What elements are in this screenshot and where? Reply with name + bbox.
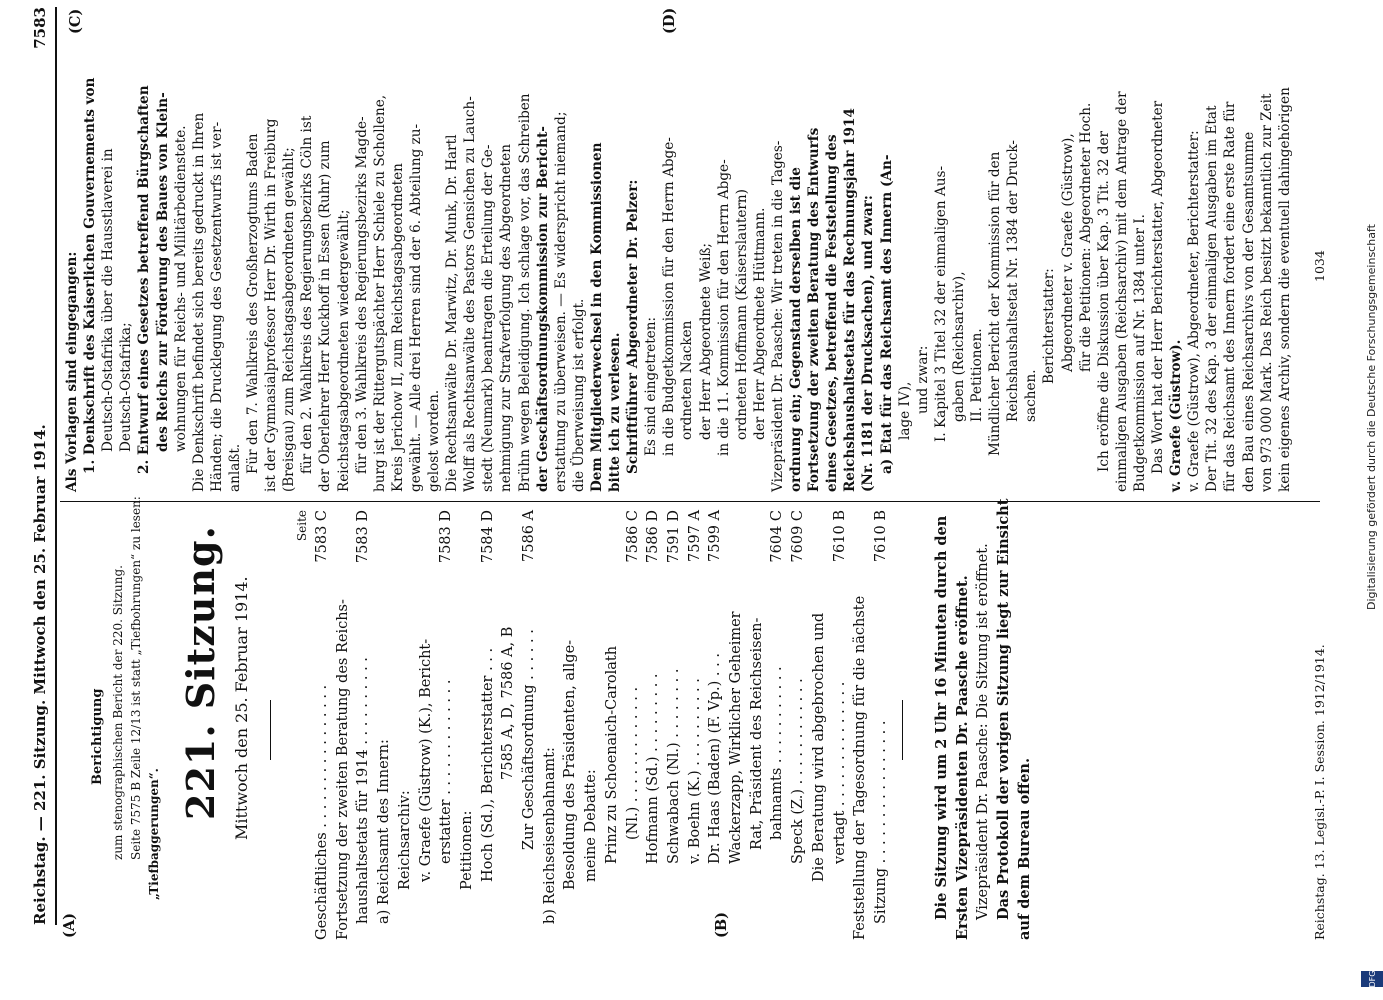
right-column [60, 34, 1360, 492]
toc-text: Hofmann (Sd.) . . . . . . . . . [645, 673, 662, 864]
toc-entry [602, 510, 622, 940]
toc-text: Petitionen: [458, 810, 475, 890]
margin-mark-c: (C) [67, 8, 84, 34]
body-line: von 973 000 Mark. Das Reich besitzt bekanntlich zur Zeit [1258, 93, 1275, 492]
toc-text: bahnamts . . . . . . . . . . . [769, 666, 786, 840]
footer-text: Reichstag. 13. Legisl.-P. I. Session. 1912/1914. [1312, 644, 1327, 940]
body-line: I. Kapitel 3 Titel 32 der einmaligen Aus- [932, 165, 949, 442]
toc-page: 7597 A [686, 510, 703, 562]
toc-entry [395, 510, 415, 940]
running-header [30, 7, 52, 925]
body-line: Das Wort hat der Herr Berichterstatter, Abgeordneter [1150, 100, 1166, 474]
toc-text: Speck (Z.) . . . . . . . . . . . . [790, 678, 807, 864]
toc-text: v. Graefe (Güstrow) (K.), Bericht- [417, 638, 434, 882]
toc-entry [705, 510, 725, 940]
toc-text: Reichsarchiv: [396, 790, 413, 890]
body-line: Vizepräsident Dr. Paasche: Wir treten in die Tages- [769, 140, 786, 492]
correction-title: Berichtigung [90, 688, 105, 785]
toc-entry [478, 510, 498, 940]
body-line: 1. Denkschrift des Kaiserlichen Gouvernements von [82, 77, 99, 474]
body-line: Für den 7. Wahlkreis des Großherzogtums Baden [245, 133, 261, 474]
column-divider [60, 501, 1320, 502]
body-line: Budgetkommission auf Nr. 1384 unter I. [1131, 214, 1148, 492]
correction-line: zum stenographischen Bericht der 220. Sitzung. [111, 565, 125, 860]
toc-entry [685, 510, 705, 940]
toc-text: Fortsetzung der zweiten Beratung des Reichs- [334, 599, 351, 940]
toc-entry [540, 510, 560, 940]
toc-page: 7584 D [479, 510, 496, 564]
correction-line: Seite 7575 B Zeile 12/13 ist statt „Tiefbohrungen“ zu lesen: [129, 496, 143, 860]
body-line: den Bau eines Reichsarchivs von der Gesamtsumme [1240, 131, 1257, 492]
toc-entry [519, 510, 539, 940]
body-line: des Reichs zur Förderung des Baues von Klein- [154, 92, 171, 452]
toc-text: Prinz zu Schoenaich-Carolath [603, 645, 620, 864]
toc-entry [560, 510, 580, 940]
body-line: Kreis Jerichow II, zum Reichstagsabgeordneten [389, 163, 406, 492]
correction-line: „Tiefbaggerungen“. [147, 768, 161, 900]
toc-page: 7583 D [355, 510, 372, 564]
body-line: nehmigung zur Strafverfolgung des Abgeordneten [498, 144, 515, 492]
toc-page: 7609 C [790, 510, 807, 563]
toc-text: Feststellung der Tagesordnung für die nächste [852, 595, 869, 940]
toc-entry [809, 510, 829, 940]
toc-entry [623, 510, 643, 940]
body-line: Schriftführer Abgeordneter Dr. Pelzer: [625, 179, 642, 474]
body-line: gelost worden. [426, 389, 442, 492]
toc-text: Schwabach (Nl.) . . . . . . . . [665, 668, 682, 864]
toc-page: 7583 C [314, 510, 330, 563]
toc-page: 7583 D [438, 510, 455, 564]
session-title: 221. Sitzung. [178, 525, 223, 820]
toc-text: meine Debatte: [583, 769, 600, 882]
body-line: erstattung zu überweisen. — Es widerspricht niemand; [552, 111, 569, 492]
body-line: in die 11. Kommission für den Herrn Abge- [715, 159, 732, 456]
toc-text: Geschäftliches . . . . . . . . . . . . . . . . [314, 684, 330, 940]
body-line: der Herr Abgeordnete Hüttmann. [751, 207, 768, 440]
toc-entry [830, 510, 850, 940]
toc-text: Zur Geschäftsordnung . . . . . . [521, 629, 537, 850]
body-line: Händen; die Drucklegung des Gesetzentwurfs ist ver- [208, 121, 225, 492]
toc-entry [374, 510, 394, 940]
toc-entry [726, 510, 746, 940]
page-number: 7583 [31, 7, 49, 49]
body-line: Mündlicher Bericht der Kommission für den [987, 151, 1004, 456]
dfg-logo: DFG [1361, 971, 1383, 987]
toc-entry [850, 510, 870, 940]
toc-text: Besoldung des Präsidenten, allge- [562, 639, 579, 890]
toc-entry [436, 510, 456, 940]
body-line: für den 2. Wahlkreis des Regierungsbezirks Cöln ist [299, 115, 316, 474]
toc-text: haushaltsetats für 1914 . . . . . . . . . . [355, 657, 372, 924]
body-line: Berichterstatter: [1041, 268, 1058, 384]
header-text: Reichstag. — 221. Sitzung. Mittwoch den 25. Februar 1914. [31, 424, 49, 925]
body-line: Reichshaushaltsetats für das Rechnungsjahr 1914 [842, 108, 859, 492]
body-line: Wolff als Rechtsanwälte des Pastors Gensichen zu Lauch- [462, 96, 479, 492]
body-line: Die Rechtsanwälte Dr. Marwitz, Dr. Munk, Dr. Hartl [444, 134, 461, 492]
toc-page: 7586 A [521, 510, 537, 562]
toc-entry [498, 510, 518, 940]
body-line: Als Vorlagen sind eingegangen: [64, 251, 80, 492]
body-line: sachen. [1023, 369, 1040, 422]
header-rule [55, 7, 57, 925]
body-line: ist der Gymnasialprofessor Herr Dr. Wirth in Freiburg [263, 118, 280, 492]
body-line: gewählt. — Alle drei Herren sind der 6. Abteilung zu- [407, 123, 424, 492]
body-line: 2. Entwurf eines Gesetzes betreffend Bürgschaften [136, 85, 153, 474]
margin-mark-b: (B) [713, 912, 730, 938]
opening-line: Ersten Vizepräsidenten Dr. Paasche eröffnet. [953, 575, 971, 940]
opening-line: Das Protokoll der vorigen Sitzung liegt zur Einsicht [995, 498, 1013, 920]
opening-line: auf dem Bureau offen. [1015, 757, 1033, 940]
toc-text: 7585 A, D, 7586 A, B [500, 626, 517, 780]
body-line: burg ist der Rittergutspächter Herr Schiele zu Schollene, [371, 94, 388, 492]
opening-line: Vizepräsident Dr. Paasche: Die Sitzung ist eröffnet. [975, 543, 992, 920]
body-line: und zwar: [914, 345, 931, 414]
toc-entry [353, 510, 373, 940]
body-line: Es sind eingetreten: [643, 316, 660, 456]
toc-entry [312, 510, 332, 940]
body-line: Die Denkschrift befindet sich bereits gedruckt in Ihren [190, 112, 207, 492]
body-line: stedt (Neumark) beantragen die Erteilung der Ge- [480, 144, 497, 492]
body-line: Deutsch-Ostafrika über die Hausstlaverei in [100, 148, 117, 452]
body-line: ordnung ein; Gegenstand derselben ist die [788, 167, 804, 492]
toc-text: Hoch (Sd.), Berichterstatter . . . [479, 647, 496, 882]
toc-page: 7586 D [645, 510, 662, 564]
seite-label: Seite [295, 510, 309, 542]
body-line: wohnungen für Reichs- und Militärbedienstete. [172, 125, 189, 452]
opening-line: Die Sitzung wird um 2 Uhr 16 Minuten durch den [933, 515, 950, 920]
toc-text: Rat, Präsident des Reichseisen- [748, 617, 765, 850]
body-line: Reichshaushaltsetat Nr. 1384 der Druck- [1005, 140, 1022, 422]
body-line: Deutsch-Ostafrika; [118, 322, 135, 452]
toc-text: Dr. Haas (Baden) (F. Vp.) . . . [707, 653, 724, 864]
toc-page: 7591 D [665, 510, 682, 564]
folio: 1034 [1312, 250, 1327, 282]
body-line: einmaligen Ausgaben (Reichsarchiv) mit dem Antrage der [1113, 91, 1130, 492]
body-line: ordneten Hoffmann (Kaiserslautern) [733, 189, 750, 440]
body-line: gaben (Reichsarchiv), [950, 271, 967, 422]
toc-entry [643, 510, 663, 940]
body-line: Der Tit. 32 des Kap. 3 der einmaligen Ausgaben im Etat [1204, 105, 1221, 492]
session-date: Mittwoch den 25. Februar 1914. [232, 576, 251, 840]
body-line: Abgeordneter v. Graefe (Güstrow), [1059, 133, 1076, 372]
left-column [60, 496, 1360, 940]
toc-text: b) Reichseisenbahnamt: [541, 747, 558, 924]
toc-entry [581, 510, 601, 940]
body-line: eines Gesetzes, betreffend die Feststellung des [824, 134, 841, 492]
body-line: für den 3. Wahlkreis des Regierungsbezirks Magde- [353, 116, 370, 474]
toc-page: 7610 B [831, 510, 848, 563]
body-line: Ich eröffne die Diskussion über Kap. 3 Tit. 32 der [1095, 130, 1112, 472]
body-line: für die Petitionen: Abgeordneter Hoch. [1077, 102, 1094, 372]
toc-entry [871, 510, 891, 940]
body-line: der Herr Abgeordnete Weiß; [697, 243, 714, 440]
toc-text: erstatter . . . . . . . . . . . . . [438, 679, 455, 864]
body-line: v. Graefe (Güstrow). [1168, 339, 1185, 492]
body-line: a) Etat für das Reichsamt des Innern (An- [878, 154, 895, 474]
toc-entry [747, 510, 767, 940]
toc-text: v. Boehn (K.) . . . . . . . . . . [686, 678, 703, 864]
body-line: anlaßt. [226, 443, 243, 492]
body-line: (Nr. 1181 der Drucksachen), und zwar: [860, 195, 877, 492]
body-line: Brühn wegen Beleidigung. Ich schlage vor, das Schreiben [516, 93, 533, 492]
toc-text: Wackerzapp, Wirklicher Geheimer [728, 611, 744, 864]
toc-page: 7604 C [769, 510, 786, 563]
toc-entry [788, 510, 808, 940]
toc-text: a) Reichsamt des Innern: [376, 739, 393, 924]
toc-page: 7599 A [707, 510, 724, 562]
body-line: der Oberlehrer Herr Kuckhoff in Essen (Ruhr) zum [317, 140, 334, 492]
body-line: Fortsetzung der zweiten Beratung des Entwurfs [806, 127, 823, 492]
body-line: der Geschäftsordnungskommission zur Bericht- [534, 126, 551, 492]
body-line: bitte ich zu verlesen. [607, 332, 623, 492]
toc-entry [664, 510, 684, 940]
digitization-note: Digitalisierung gefördert durch die Deutsche Forschungsgemeinschaft [1365, 224, 1378, 610]
body-line: Dem Mitgliederwechsel in den Kommissionen [588, 142, 605, 492]
separator [902, 700, 903, 760]
toc-text: Die Beratung wird abgebrochen und [810, 612, 827, 882]
body-line: Reichstagsabgeordneten wiedergewählt; [335, 209, 352, 492]
toc-page: 7610 B [872, 510, 889, 563]
separator [270, 700, 271, 760]
toc-entry [416, 510, 436, 940]
toc-entry [767, 510, 787, 940]
body-line: ordneten Nacken [679, 320, 696, 440]
toc-text: vertagt . . . . . . . . . . . . . . [831, 681, 848, 864]
toc-text: Sitzung . . . . . . . . . . . . . . . . [872, 720, 889, 924]
body-line: in die Budgetkommission für den Herrn Abge- [661, 137, 678, 456]
body-line: II. Petitionen. [969, 328, 985, 422]
body-line: v. Graefe (Güstrow), Abgeordneter, Berichterstatter: [1186, 130, 1203, 492]
toc-entry [457, 510, 477, 940]
margin-mark-a: (A) [61, 913, 78, 938]
margin-mark-d: (D) [661, 7, 678, 34]
toc-text: (Nl.) . . . . . . . . . . . . . [624, 686, 641, 840]
toc-page: 7586 C [624, 510, 641, 563]
body-line: (Breisgau) zum Reichstagsabgeordneten gewählt; [281, 147, 298, 492]
toc-entry [333, 510, 353, 940]
body-line: für das Reichsamt des Innern fordert eine erste Rate für [1222, 101, 1239, 492]
body-line: die Überweisung ist erfolgt. [570, 298, 587, 492]
body-line: lage IV), [896, 381, 913, 440]
body-line: kein eigenes Archiv, sondern die eventuell dahingehörigen [1276, 87, 1293, 492]
